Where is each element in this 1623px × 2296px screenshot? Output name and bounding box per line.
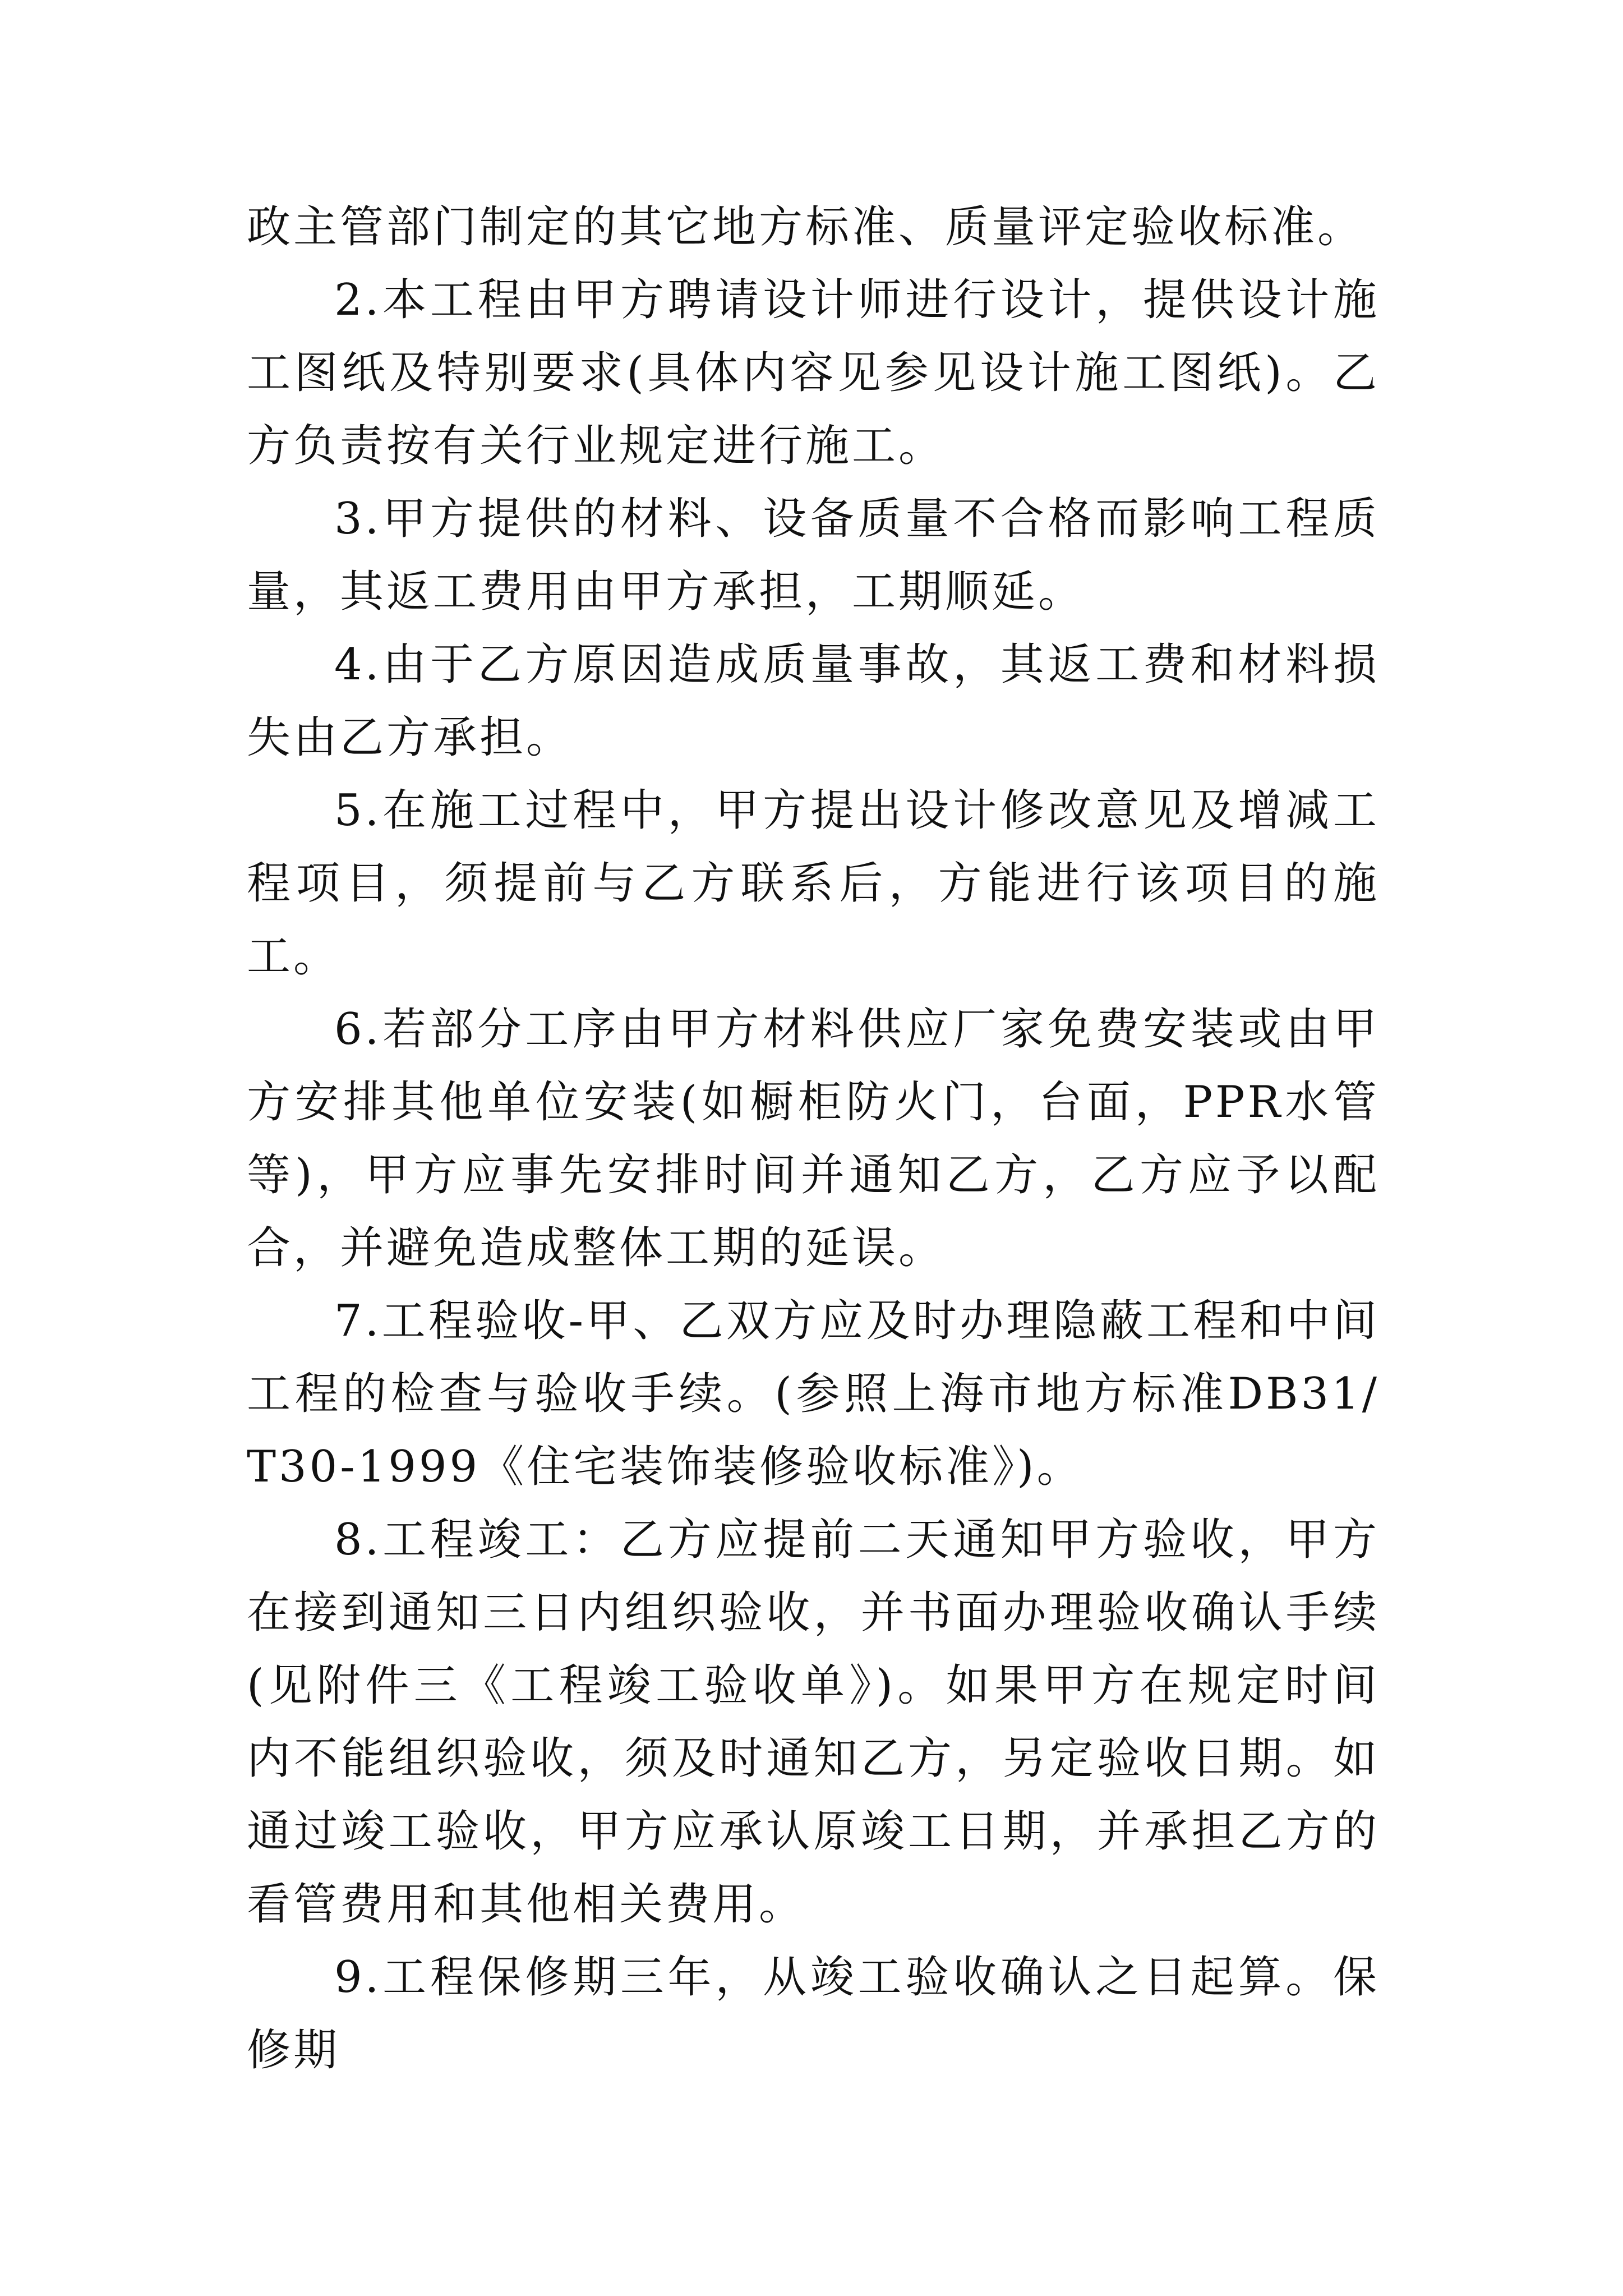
clause-6-third-party-installation: 6.若部分工序由甲方材料供应厂家免费安装或由甲方安排其他单位安装(如橱柜防火门，台面，PPR水管等)，甲方应事先安排时间并通知乙方，乙方应予以配合，并避免造成整体工期的延误。 xyxy=(247,1004,1380,1273)
clause-5-design-changes: 5.在施工过程中，甲方提出设计修改意见及增减工程项目，须提前与乙方联系后，方能进行该项目的施工。 xyxy=(247,785,1380,982)
clause-9-warranty: 9.工程保修期三年，从竣工验收确认之日起算。保修期 xyxy=(247,1952,1380,2076)
clause-3-material-quality: 3.甲方提供的材料、设备质量不合格而影响工程质量，其返工费用由甲方承担，工期顺延。 xyxy=(247,494,1380,617)
clause-8-completion: 8.工程竣工：乙方应提前二天通知甲方验收，甲方在接到通知三日内组织验收，并书面办理验收确认手续(见附件三《工程竣工验收单》)。如果甲方在规定时间内不能组织验收，须及时通知乙方，另定验收日期。如通过竣工验收，甲方应承认原竣工日期，并承担乙方的看管费用和其他相关费用。 xyxy=(247,1515,1380,1930)
paragraph-standards-continued: 政主管部门制定的其它地方标准、质量评定验收标准。 xyxy=(247,202,1364,252)
document-body xyxy=(247,191,1380,2087)
clause-2-design: 2.本工程由甲方聘请设计师进行设计，提供设计施工图纸及特别要求(具体内容见参见设计施工图纸)。乙方负责按有关行业规定进行施工。 xyxy=(247,275,1380,471)
clause-4-quality-accident: 4.由于乙方原因造成质量事故，其返工费和材料损失由乙方承担。 xyxy=(247,639,1380,763)
clause-7-inspection: 7.工程验收-甲、乙双方应及时办理隐蔽工程和中间工程的检查与验收手续。(参照上海市地方标准DB31/T30-1999《住宅装饰装修验收标准》)。 xyxy=(247,1296,1380,1492)
